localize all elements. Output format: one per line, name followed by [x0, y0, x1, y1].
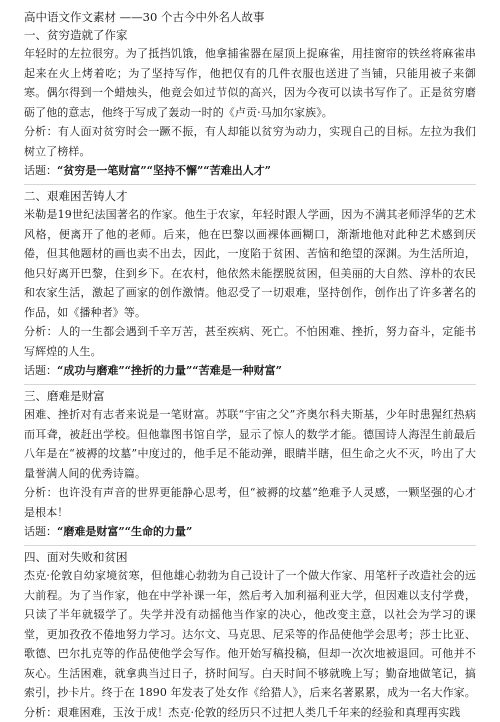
topic-text: “贫穷是一笔财富”“坚持不懈”“苦难出人才” [57, 164, 271, 177]
topic-label: 话题： [24, 525, 57, 538]
topic-text: “成功与磨难”“挫折的力量”“苦难是一种财富” [57, 364, 282, 377]
section-divider [24, 184, 476, 185]
analysis-paragraph: 分析：人的一生都会遇到千辛万苦，甚至疾病、死亡。不怕困难、挫折，努力奋斗，定能书写辉煌的人生。 [24, 322, 476, 361]
section-heading: 二、艰难困苦铸人才 [24, 189, 476, 204]
story-section-1 [24, 28, 476, 180]
topic-label: 话题： [24, 164, 57, 177]
section-heading: 四、面对失败和贫困 [24, 550, 476, 565]
story-paragraph: 米勒是19世纪法国著名的作家。他生于农家，年轻时跟人学画，因为不满其老师浮华的艺术风格，便离开了他的老师。后来，他在巴黎以画裸体画糊口，渐渐地他对此种艺术感到厌倦，但其他题材的画也卖不出去，因此，一度陷于贫困、苦恼和绝望的深渊。为生活所迫，他只好离开巴黎，住到乡下。在农村，他依然未能摆脱贫困，但美丽的大自然、淳朴的农民和农家生活，激起了画家的创作激情。他忍受了一切艰难，坚持创作，创作出了许多著名的作品，如《播种者》等。 [24, 205, 476, 322]
story-section-3 [24, 389, 476, 541]
analysis-paragraph: 分析：艰难困难，玉汝于成！杰克·伦敦的经历只不过把人类几千年来的经验和真理再实践 [24, 703, 476, 722]
story-section-2 [24, 189, 476, 380]
section-divider [24, 545, 476, 546]
story-paragraph: 困难、挫折对有志者来说是一笔财富。苏联“宇宙之父”齐奥尔科夫斯基，少年时患猩红热病而耳聋，被赶出学校。但他靠图书馆自学，显示了惊人的数学才能。德国诗人海涅生前最后八年是在“被褥的坟墓”中度过的，他手足不能动弹，眼睛半瞎，但生命之火不灭，吟出了大量誉满人间的优秀诗篇。 [24, 405, 476, 483]
section-heading: 三、磨难是财富 [24, 389, 476, 404]
topic-line [24, 523, 476, 541]
section-divider [24, 384, 476, 385]
section-heading: 一、贫穷造就了作家 [24, 28, 476, 43]
topic-line [24, 362, 476, 380]
analysis-paragraph: 分析：也许没有声音的世界更能静心思考，但“被褥的坟墓”绝难予人灵感，一颗坚强的心才是根本！ [24, 483, 476, 522]
document-title: 高中语文作文素材 ——30 个古今中外名人故事 [24, 10, 476, 25]
story-section-4 [24, 550, 476, 722]
topic-line [24, 162, 476, 180]
story-paragraph: 杰克·伦敦自幼家境贫寒，但他雄心勃勃为自己设计了一个做大作家、用笔杆子改造社会的远大前程。为了当作家，他在中学补课一年，然后考入加利福利亚大学，但因难以支付学费，只读了半年就辍学了。失学并没有动摇他当作家的决心，他改变主意，以社会为学习的课堂，更加孜孜不倦地努力学习。达尔文、马克思、尼采等的作品使他学会思考；莎士比亚、歌德、巴尔扎克等的作品使他学会写作。他开始写稿投稿，但却一次次地被退回。可他并不灰心。生活困难，就拿典当过日子，挤时间写。白天时间不够就晚上写；勤奋地做笔记，搞索引，抄卡片。终于在 1890 年发表了处女作《给猎人》，后来名著累累，成为一名大作家。 [24, 566, 476, 703]
story-paragraph: 年轻时的左拉很穷。为了抵挡饥饿，他拿捕雀器在屋顶上捉麻雀，用挂窗帘的铁丝将麻雀串起来在火上烤着吃；为了坚持写作，他把仅有的几件衣服也送进了当铺，只能用被子来御寒。偶尔得到一个蜡烛头，他竟会如过节似的高兴，因为今夜可以读书写作了。正是贫穷磨砺了他的意志，他终于写成了轰动一时的《卢贡·马加尔家族》。 [24, 44, 476, 122]
analysis-paragraph: 分析：有人面对贫穷时会一蹶不振，有人却能以贫穷为动力，实现自己的目标。左拉为我们树立了榜样。 [24, 122, 476, 161]
topic-text: “磨难是财富”“生命的力量” [57, 525, 192, 538]
topic-label: 话题： [24, 364, 57, 377]
